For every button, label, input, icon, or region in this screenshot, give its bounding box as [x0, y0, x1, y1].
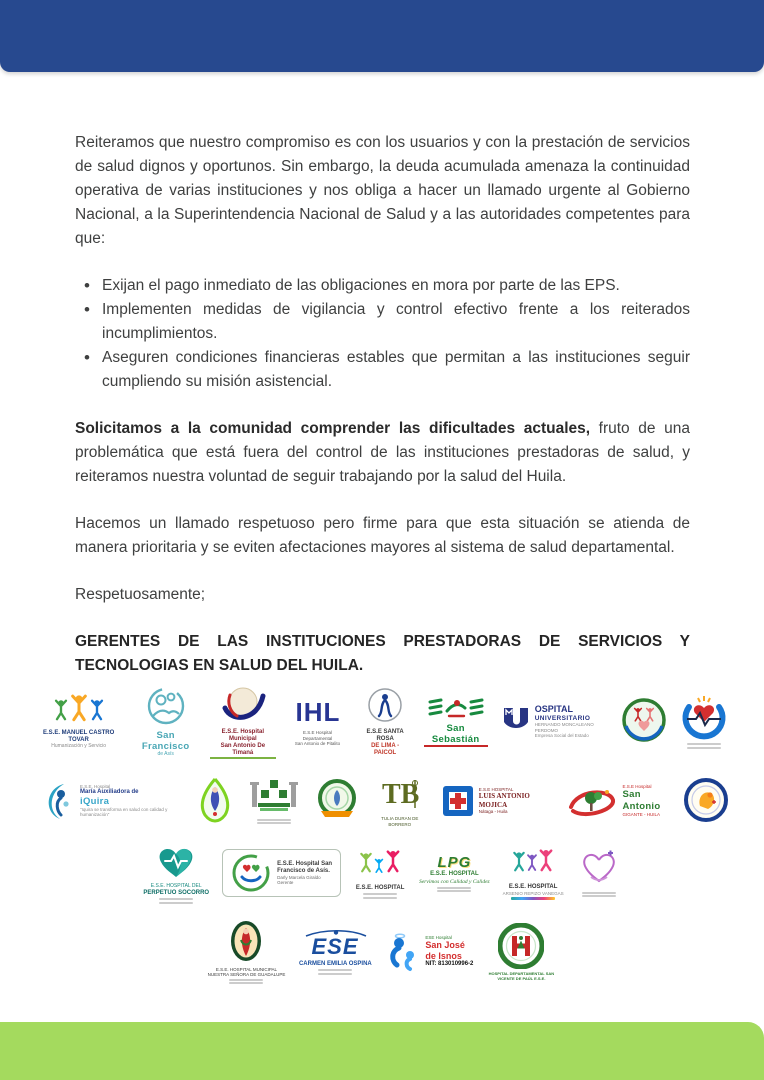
paragraph-call: Hacemos un llamado respetuoso pero firme para que esta situación se atienda de manera prioritaria y se eviten afectaciones mayores al sistema de salud departamental. [75, 515, 690, 557]
columns-emblem-icon [246, 777, 302, 815]
illegible-caption [437, 887, 471, 889]
ese-monogram-icon [298, 929, 372, 959]
logo-caption: DE LIMA - PAICOL [371, 743, 400, 757]
logo-text-block [257, 817, 291, 824]
logo-text-block [210, 729, 275, 759]
logo-caption: San José [425, 940, 465, 951]
logo-caption: UNIVERSITARIO [534, 714, 591, 722]
green-circle-family-icon [621, 697, 667, 743]
logo-text-block [277, 861, 332, 886]
letter-body [75, 131, 690, 701]
logo-text-block [134, 730, 197, 758]
illegible-caption [257, 819, 291, 821]
illegible-caption [687, 747, 721, 749]
blue-seal-icon [684, 778, 728, 822]
signature-block: GERENTES DE LAS INSTITUCIONES PRESTADORAS DE SERVICIOS Y TECNOLOGIAS EN SALUD DEL HUILA. [75, 633, 690, 675]
illegible-caption [257, 822, 291, 824]
logo-caption: NIT: 813010996-2 [425, 961, 474, 968]
teal-heart-icon [153, 842, 199, 882]
logo-caption: iQuira [80, 795, 110, 807]
logo-text-block [289, 730, 347, 746]
swoosh-tree-icon [563, 781, 619, 821]
list-item: • Implementen medidas de vigilancia y control efectivo frente a los reiterados incumplimientos. [75, 298, 690, 346]
logo-caption: E.S.E. HOSPITAL [508, 883, 558, 890]
svg-text:TB: TB [381, 779, 420, 811]
illegible-caption [437, 890, 471, 892]
logo-text-block [425, 935, 473, 969]
logo-heart-ekg-emblem [680, 694, 728, 749]
logo-caption: HOSPITAL DEPARTAMENTAL SAN VICENTE DE PAÚL E.S.E. [488, 970, 555, 981]
logo-ese-hospital-municipal-san-antonio-de-timana [210, 683, 275, 759]
logo-caption: E.S.E. Hospital [80, 783, 111, 789]
logo-row [36, 683, 728, 759]
logo-caption: de Asís [157, 751, 174, 758]
logo-text-block [36, 730, 121, 750]
logo-text-block [356, 885, 405, 899]
logo-caption: E.S.E. HOSPITAL MUNICIPAL [215, 966, 278, 972]
logo-row [36, 842, 728, 904]
logo-caption: ARSENIO REPIZO VANEGAS [502, 890, 564, 896]
svg-text:IHL: IHL [295, 697, 340, 728]
logo-ese-hospital-arsenio-repizo-vanegas [503, 846, 564, 900]
logo-ese-manuel-castro-tovar [36, 692, 121, 750]
logo-text-block [143, 884, 209, 904]
virgin-teardrop-icon [197, 777, 233, 823]
logo-text-block [623, 784, 672, 817]
illegible-caption [318, 969, 352, 971]
illegible-caption [229, 979, 263, 981]
logo-caption: HERNANDO MONCALEANO PERDOMO [534, 722, 594, 733]
logo-ese-hospital-san-francisco-de-asis [222, 849, 341, 897]
illegible-caption [229, 982, 263, 984]
figures-blue-icon [385, 932, 421, 972]
logo-san-sebastian [424, 695, 488, 747]
purple-heart-icon [577, 848, 621, 888]
guadalupe-icon [228, 919, 264, 965]
logo-ese-hospital-luis-antonio-mojica [441, 784, 550, 818]
logo-caption: CARMEN EMILIA OSPINA [298, 960, 372, 967]
logo-purple-heart-emblem [577, 848, 621, 897]
logo-text-block [208, 967, 286, 985]
logo-tulia-duran-de-borrero [372, 774, 428, 827]
demand-list [75, 274, 690, 394]
paragraph-request-rest: fruto de una problemática que está fuera del control de las instituciones prestadoras de salud, y reiteramos nuestra voluntad de seguir trabajando por la salud del Huila. [75, 420, 690, 486]
logo-grid [36, 683, 728, 999]
logo-ese-hospital-departamental-san-antonio-de-pitalito [289, 696, 347, 746]
logo-text-block [479, 787, 550, 814]
list-item: • Exijan el pago inmediato de las obligaciones en mora por parte de las EPS. [75, 274, 690, 298]
logo-caption: E.S.E. Hospital San [277, 860, 333, 867]
logo-caption: E.S.E. Hospital Municipal [221, 729, 264, 743]
logo-caption: E.S.E HOSPITAL [478, 787, 514, 793]
accent-bar [511, 897, 555, 900]
illegible-caption [318, 973, 352, 975]
logo-caption: Nátaga - Huila [478, 808, 508, 814]
illegible-caption [159, 898, 193, 900]
logo-caption: San Antonio De Timaná [210, 743, 275, 759]
logo-ese-hospital-del-perpetuo-socorro [143, 842, 209, 904]
logo-blue-seal-emblem [684, 778, 728, 824]
logo-caption: PERPETUO SOCORRO [143, 889, 210, 896]
illegible-caption [159, 902, 193, 904]
logo-text-block [486, 971, 556, 981]
logo-row [36, 774, 728, 827]
logo-caption: Empresa Social del Estado [534, 732, 589, 738]
logo-ese-santa-rosa-de-lima-paicol [360, 685, 411, 757]
logo-text-block [360, 729, 411, 757]
logo-caption: María Auxiliadora de [80, 788, 139, 795]
illegible-caption [363, 897, 397, 899]
bold-lead-text: Solicitamos a la comunidad comprender las dificultades actuales, [75, 420, 591, 438]
logo-text-block [503, 884, 564, 900]
logo-caption: Servimos con Calidad y Calidez [419, 878, 490, 885]
three-figures-icon [47, 692, 111, 728]
logo-text-block [687, 742, 721, 749]
paragraph-intro: Reiteramos que nuestro compromiso es con los usuarios y con la prestación de servicios de salud dignos y oportunos. Sin embargo, la deuda acumulada amenaza la continuidad operativa de varias instituciones y nos obliga a hacer un llamado urgente al Gobierno Nacional, a la Superintendencia Nacional de Salud y a las autoridades competentes para que: [75, 134, 690, 248]
family-colorful-icon [354, 847, 406, 883]
logo-caption: E.S.E Hospital [622, 784, 652, 790]
logo-ese-hospital-green-emblem [621, 697, 667, 745]
logo-caption: E.S.E SANTA ROSA [366, 729, 404, 743]
logo-ese-hospital-municipal-nuestra-senora-de-guadalupe [208, 919, 286, 985]
red-h-seal-icon [498, 923, 544, 969]
logo-caption: E.S.E. HOSPITAL DEL [150, 882, 202, 889]
logo-caption: "Iquira se transforma en salud con calidad y humanización" [80, 807, 168, 818]
logo-text-block [372, 816, 428, 827]
logo-green-seal-emblem [315, 778, 359, 824]
logo-text-block [80, 784, 184, 818]
u-block-icon [501, 705, 531, 737]
blue-cross-icon [441, 784, 475, 818]
logo-caption: TULIA DURAN DE BORRERO [381, 816, 419, 827]
logo-text-block [419, 854, 490, 892]
family-purple-icon [507, 846, 559, 882]
logo-caption: E.S.E. MANUEL CASTRO TOVAR [43, 730, 115, 744]
illegible-caption [582, 895, 616, 897]
logo-caption: Humanización y Servicio [51, 743, 106, 750]
logo-text-block [582, 890, 616, 897]
top-banner [0, 0, 764, 72]
logo-caption: San Antonio [622, 789, 661, 812]
illegible-caption [687, 743, 721, 745]
logo-caption: E.S.E Hospital Departamental [302, 730, 333, 741]
logo-row [36, 919, 728, 985]
logo-caption: OSPITAL [534, 704, 574, 715]
illegible-caption [363, 893, 397, 895]
logo-ese-hospital-family [354, 847, 406, 899]
illegible-caption [582, 892, 616, 894]
paragraph-request [75, 417, 690, 489]
logo-caption: GIGANTE - HUILA [622, 811, 661, 817]
globe-swoosh-icon [217, 683, 269, 727]
logo-caption: LUIS ANTONIO MOJICA [478, 792, 530, 809]
logo-virgin-badge [197, 777, 233, 825]
block-monogram-icon [289, 696, 347, 728]
logo-caption: de Isnos [425, 950, 462, 961]
tb-monogram-icon [378, 774, 422, 814]
list-item: • Aseguren condiciones financieras estables que permitan a las instituciones seguir cumpliendo su misión asistencial. [75, 346, 690, 394]
logo-caption: NUESTRA SEÑORA DE GUADALUPE [207, 972, 286, 978]
logo-caption: ESE Hospital [425, 934, 452, 940]
mother-child-icon [36, 779, 76, 823]
logo-text-block [424, 723, 488, 747]
logo-ese-hospital-san-antonio-gigante [563, 781, 672, 821]
logo-caption: Darly Marcela Giraldo [277, 874, 321, 880]
circle-figure-icon [362, 685, 408, 727]
logo-caption: San Francisco [141, 730, 190, 753]
logo-text-block [299, 961, 372, 975]
green-seal-icon [315, 778, 359, 822]
heart-ekg-circle-icon [680, 694, 728, 740]
logo-ese-carmen-emilia-ospina [298, 929, 372, 975]
logo-caption: Francisco de Asís. [277, 867, 330, 874]
logo-lpg-ese-hospital [419, 854, 490, 892]
logo-hospital-departamental-san-vicente-de-paul [486, 923, 556, 981]
logo-ese-hospital-maria-auxiliadora-de-iquira [36, 779, 184, 823]
logo-caption: E.S.E. HOSPITAL [355, 884, 405, 891]
logo-text-block [535, 704, 608, 738]
logo-hospital-universitario-hernando-moncaleano-perdomo [501, 704, 608, 738]
hands-circle-icon [231, 853, 271, 893]
people-outline-icon [138, 684, 194, 728]
svg-text:ESE: ESE [311, 933, 359, 959]
bottom-banner [0, 1022, 764, 1080]
closing-line: Respetuosamente; [75, 586, 206, 604]
logo-caption: LPG [437, 853, 472, 871]
logo-caption: San Sebastián [424, 723, 488, 747]
logo-ese-columns-emblem [246, 777, 302, 824]
logo-caption: San Antonio de Pitalito [294, 740, 341, 746]
logo-caption: Gerente [277, 879, 294, 885]
logo-caption: E.S.E. HOSPITAL [430, 871, 479, 878]
logo-ese-hospital-san-jose-de-isnos [385, 932, 473, 972]
checks-icon [424, 695, 488, 721]
logo-san-francisco-de-asis [134, 684, 197, 758]
